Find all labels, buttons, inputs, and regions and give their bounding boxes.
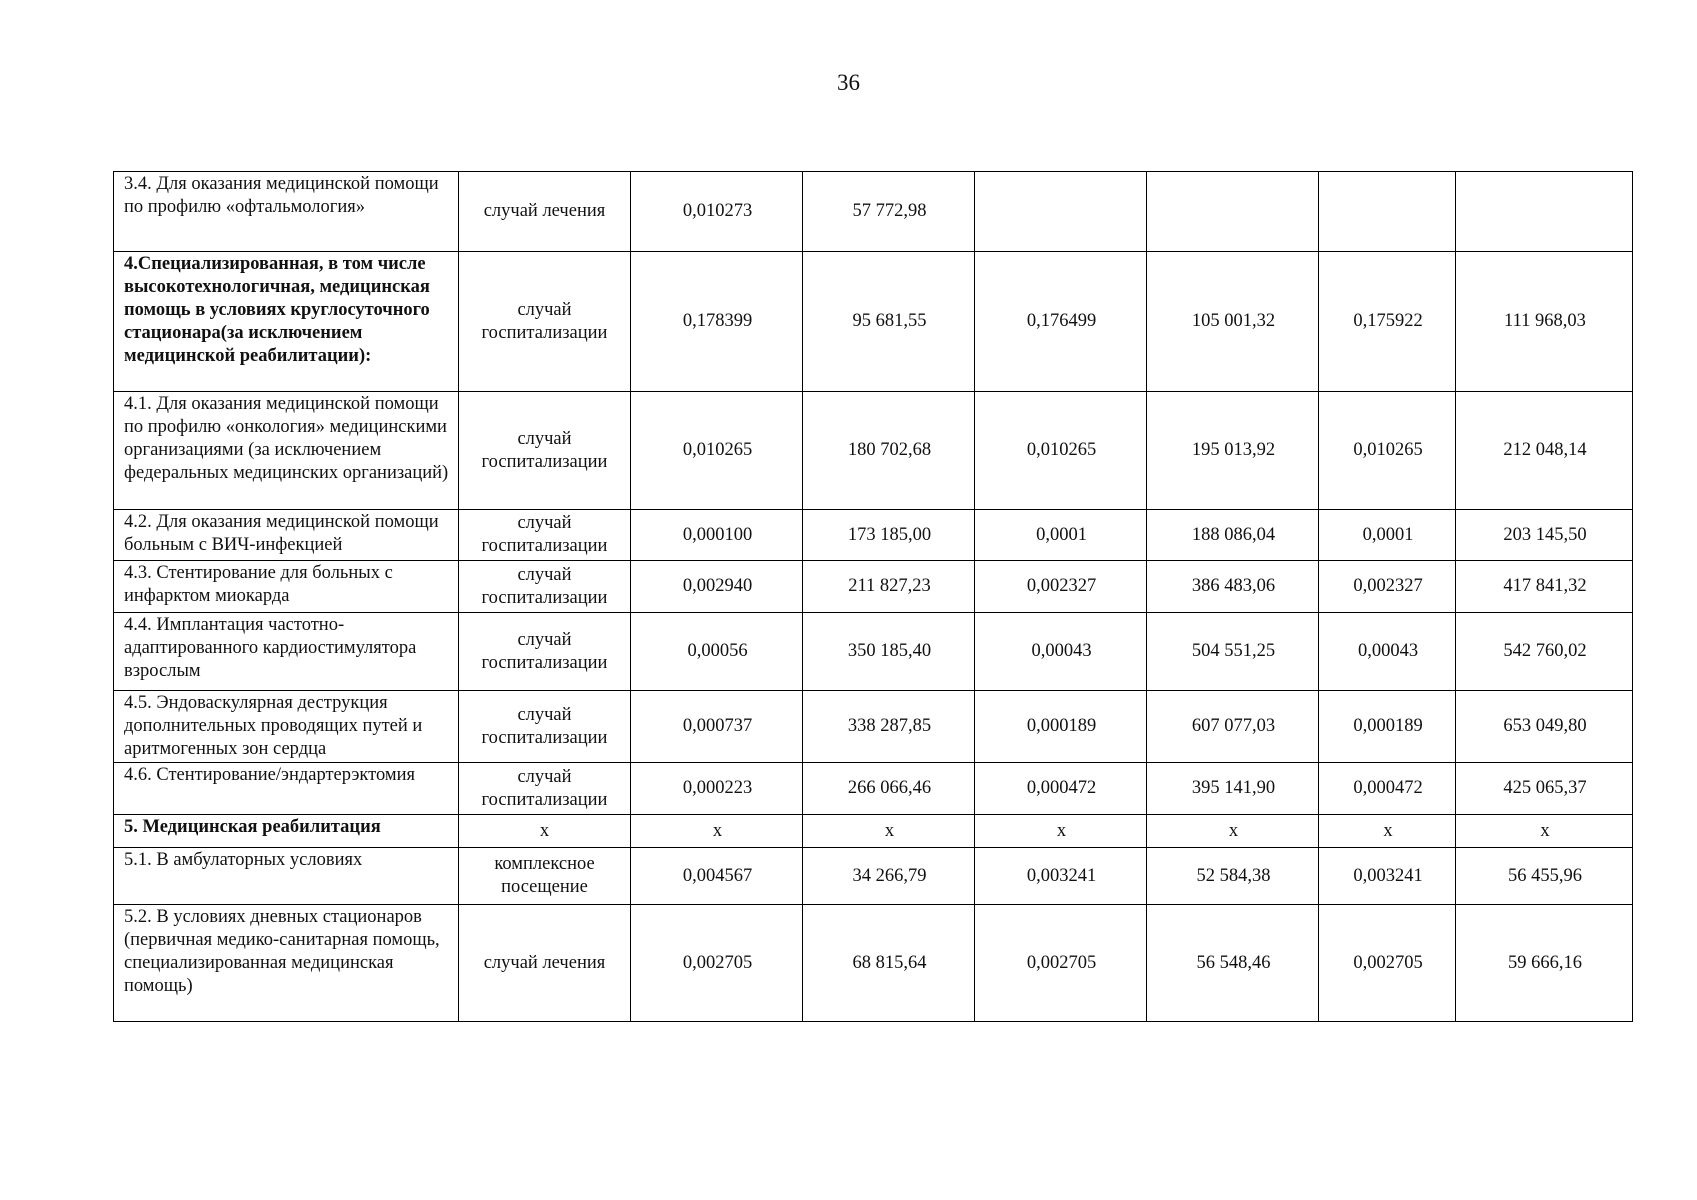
value-cell-c6: 425 065,37 <box>1456 763 1633 815</box>
value-cell-c3 <box>975 172 1147 252</box>
table-row <box>114 172 1633 252</box>
unit-cell: случай госпитализации <box>459 252 631 392</box>
value-cell-c4 <box>1147 172 1319 252</box>
table-row <box>114 763 1633 815</box>
row-name-cell: 5. Медицинская реабилитация <box>114 815 459 848</box>
table-row <box>114 691 1633 763</box>
row-name-cell: 4.1. Для оказания медицинской помощи по профилю «онкология» медицинскими организациями (за исключением федеральных медицинских организаций) <box>114 392 459 510</box>
table-row <box>114 848 1633 905</box>
row-name-cell: 3.4. Для оказания медицинской помощи по профилю «офтальмология» <box>114 172 459 252</box>
value-cell-c6: 542 760,02 <box>1456 613 1633 691</box>
value-cell-c5: 0,010265 <box>1319 392 1456 510</box>
row-name-cell: 4.6. Стентирование/эндартерэктомия <box>114 763 459 815</box>
value-cell-c3: 0,000189 <box>975 691 1147 763</box>
value-cell-c5: 0,002705 <box>1319 905 1456 1022</box>
row-name-cell: 4.4. Имплантация частотно-адаптированного кардиостимулятора взрослым <box>114 613 459 691</box>
value-cell-c6: 653 049,80 <box>1456 691 1633 763</box>
value-cell-c3: 0,010265 <box>975 392 1147 510</box>
value-cell-c1: 0,000100 <box>631 510 803 561</box>
value-cell-c2: 266 066,46 <box>803 763 975 815</box>
value-cell-c2: 34 266,79 <box>803 848 975 905</box>
value-cell-c4: 607 077,03 <box>1147 691 1319 763</box>
unit-cell: случай госпитализации <box>459 510 631 561</box>
value-cell-c6: 417 841,32 <box>1456 561 1633 613</box>
value-cell-c3: 0,002705 <box>975 905 1147 1022</box>
value-cell-c6: 212 048,14 <box>1456 392 1633 510</box>
unit-cell: случай госпитализации <box>459 763 631 815</box>
value-cell-c1: 0,000223 <box>631 763 803 815</box>
row-name-cell: 4.2. Для оказания медицинской помощи больным с ВИЧ-инфекцией <box>114 510 459 561</box>
table-row <box>114 392 1633 510</box>
value-cell-c5: 0,000189 <box>1319 691 1456 763</box>
value-cell-c3: х <box>975 815 1147 848</box>
row-name-cell: 5.1. В амбулаторных условиях <box>114 848 459 905</box>
value-cell-c6: х <box>1456 815 1633 848</box>
value-cell-c2: 350 185,40 <box>803 613 975 691</box>
value-cell-c2: 173 185,00 <box>803 510 975 561</box>
value-cell-c3: 0,00043 <box>975 613 1147 691</box>
value-cell-c6 <box>1456 172 1633 252</box>
unit-cell: случай госпитализации <box>459 392 631 510</box>
value-cell-c2: 68 815,64 <box>803 905 975 1022</box>
value-cell-c6: 203 145,50 <box>1456 510 1633 561</box>
value-cell-c2: 338 287,85 <box>803 691 975 763</box>
value-cell-c4: 52 584,38 <box>1147 848 1319 905</box>
value-cell-c5: 0,002327 <box>1319 561 1456 613</box>
unit-cell: случай госпитализации <box>459 613 631 691</box>
value-cell-c4: 195 013,92 <box>1147 392 1319 510</box>
value-cell-c4: 395 141,90 <box>1147 763 1319 815</box>
row-name-cell: 4.3. Стентирование для больных с инфарктом миокарда <box>114 561 459 613</box>
value-cell-c1: 0,000737 <box>631 691 803 763</box>
value-cell-c2: 95 681,55 <box>803 252 975 392</box>
value-cell-c5: 0,175922 <box>1319 252 1456 392</box>
unit-cell: случай госпитализации <box>459 691 631 763</box>
value-cell-c4: х <box>1147 815 1319 848</box>
value-cell-c4: 105 001,32 <box>1147 252 1319 392</box>
value-cell-c2: 211 827,23 <box>803 561 975 613</box>
table-row <box>114 252 1633 392</box>
value-cell-c2: х <box>803 815 975 848</box>
row-name-cell: 4.5. Эндоваскулярная деструкция дополнительных проводящих путей и аритмогенных зон сердца <box>114 691 459 763</box>
unit-cell: случай госпитализации <box>459 561 631 613</box>
unit-cell: х <box>459 815 631 848</box>
value-cell-c5: 0,00043 <box>1319 613 1456 691</box>
value-cell-c5: х <box>1319 815 1456 848</box>
value-cell-c5: 0,0001 <box>1319 510 1456 561</box>
value-cell-c2: 180 702,68 <box>803 392 975 510</box>
value-cell-c3: 0,002327 <box>975 561 1147 613</box>
row-name-cell: 5.2. В условиях дневных стационаров (первичная медико-санитарная помощь, специализированная медицинская помощь) <box>114 905 459 1022</box>
value-cell-c1: 0,004567 <box>631 848 803 905</box>
data-table <box>113 171 1633 1022</box>
unit-cell: случай лечения <box>459 172 631 252</box>
value-cell-c3: 0,003241 <box>975 848 1147 905</box>
table-row <box>114 510 1633 561</box>
value-cell-c1: 0,002705 <box>631 905 803 1022</box>
value-cell-c3: 0,000472 <box>975 763 1147 815</box>
value-cell-c2: 57 772,98 <box>803 172 975 252</box>
value-cell-c1: 0,010265 <box>631 392 803 510</box>
value-cell-c1: 0,002940 <box>631 561 803 613</box>
value-cell-c5 <box>1319 172 1456 252</box>
unit-cell: комплексное посещение <box>459 848 631 905</box>
value-cell-c1: х <box>631 815 803 848</box>
table-row <box>114 815 1633 848</box>
value-cell-c4: 386 483,06 <box>1147 561 1319 613</box>
value-cell-c3: 0,0001 <box>975 510 1147 561</box>
value-cell-c6: 56 455,96 <box>1456 848 1633 905</box>
value-cell-c1: 0,00056 <box>631 613 803 691</box>
value-cell-c5: 0,003241 <box>1319 848 1456 905</box>
table-row <box>114 561 1633 613</box>
unit-cell: случай лечения <box>459 905 631 1022</box>
value-cell-c4: 188 086,04 <box>1147 510 1319 561</box>
value-cell-c1: 0,010273 <box>631 172 803 252</box>
value-cell-c4: 504 551,25 <box>1147 613 1319 691</box>
value-cell-c1: 0,178399 <box>631 252 803 392</box>
page-number: 36 <box>837 70 860 95</box>
value-cell-c6: 111 968,03 <box>1456 252 1633 392</box>
value-cell-c3: 0,176499 <box>975 252 1147 392</box>
value-cell-c4: 56 548,46 <box>1147 905 1319 1022</box>
value-cell-c6: 59 666,16 <box>1456 905 1633 1022</box>
table-row <box>114 613 1633 691</box>
table-row <box>114 905 1633 1022</box>
value-cell-c5: 0,000472 <box>1319 763 1456 815</box>
row-name-cell: 4.Специализированная, в том числе высокотехнологичная, медицинская помощь в условиях круглосуточного стационара(за исключением медицинской реабилитации): <box>114 252 459 392</box>
